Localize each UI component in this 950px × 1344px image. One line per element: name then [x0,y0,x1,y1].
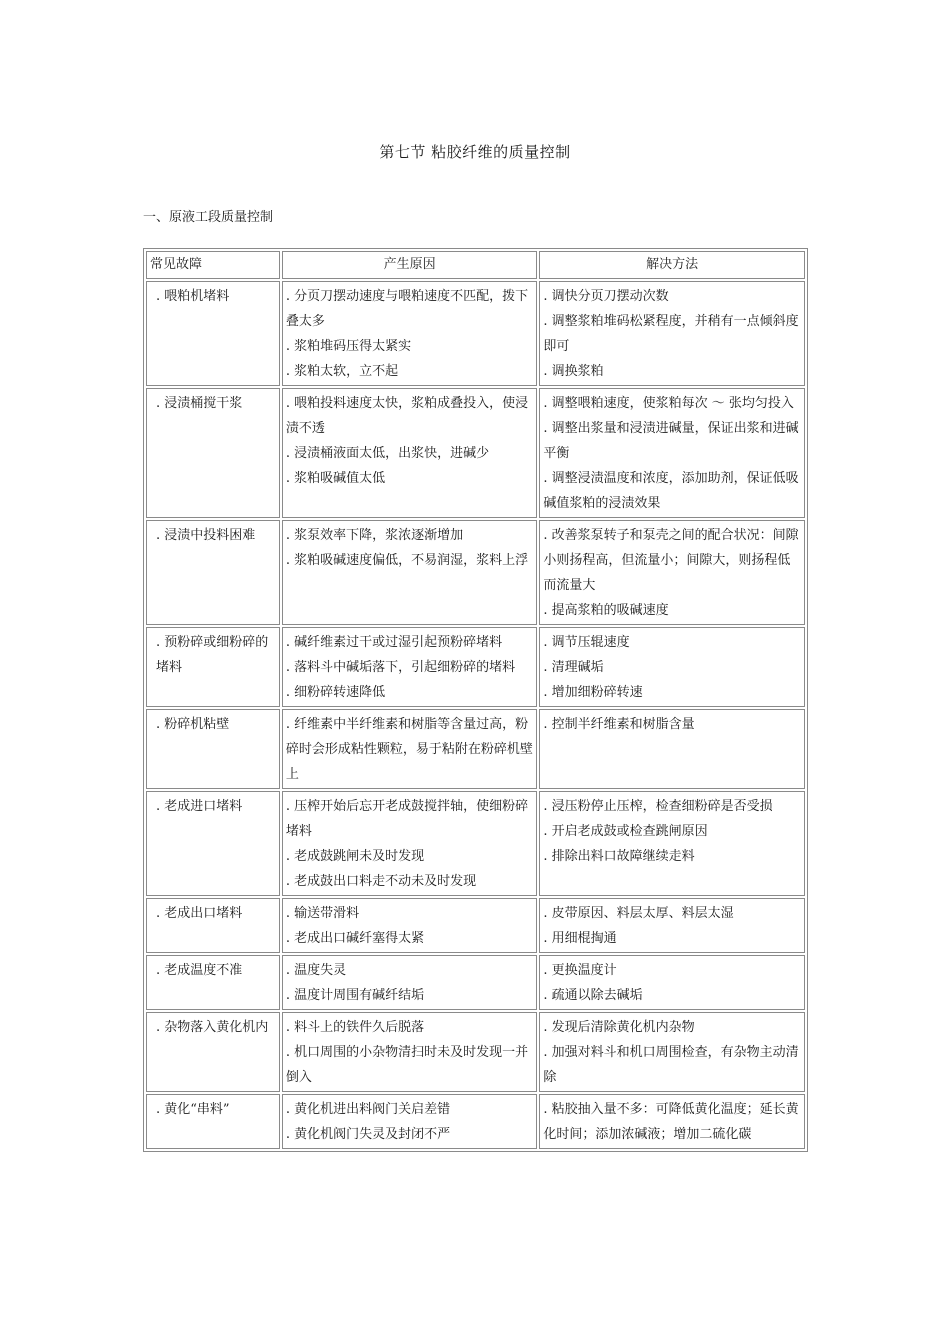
solution-cell [539,627,805,707]
cause-item: . 浆粕吸碱速度偏低，不易润湿，浆料上浮 [285,553,529,568]
solution-item: . 浸压粉停止压榨，检查细粉碎是否受损 [543,799,773,814]
solution-item: . 开启老成鼓或检查跳闸原因 [543,824,708,839]
cause-item: . 温度失灵 [285,963,347,978]
fault-cell [146,791,280,896]
fault-text: . 预粉碎或细粉碎的堵料 [156,635,269,675]
table-row [146,520,805,625]
cause-cell [282,388,538,518]
cause-cell [282,898,538,953]
cause-cell [282,520,538,625]
solution-cell [539,791,805,896]
solution-cell [539,388,805,518]
solution-item: . 调换浆粕 [543,364,604,379]
fault-cell [146,1094,280,1149]
solution-item: . 控制半纤维素和树脂含量 [543,717,695,732]
cause-item: . 老成出口碱纤塞得太紧 [285,931,425,946]
table-row [146,627,805,707]
solution-cell [539,709,805,789]
fault-text: . 杂物落入黄化机内 [156,1020,269,1035]
cause-item: . 老成鼓出口料走不动未及时发现 [285,874,477,889]
solution-item: . 疏通以除去碱垢 [543,988,643,1003]
table-body [146,281,805,1149]
cause-item: . 落料斗中碱垢落下，引起细粉碎的堵料 [285,660,516,675]
solution-item: . 皮带原因、料层太厚、料层太湿 [543,906,734,921]
table-row [146,898,805,953]
solution-item: . 调整喂粕速度，使浆粕每次 ～ 张均匀投入 [543,396,794,411]
fault-cell [146,388,280,518]
fault-text: . 浸渍中投料困难 [156,528,256,543]
cause-item: . 温度计周围有碱纤结垢 [285,988,425,1003]
fault-text: . 黄化“串料” [156,1102,230,1117]
solution-cell [539,898,805,953]
fault-text: . 老成出口堵料 [156,906,243,921]
fault-cell [146,898,280,953]
solution-item: . 用细棍掏通 [543,931,617,946]
solution-item: . 调整出浆量和浸渍进碱量，保证出浆和进碱平衡 [543,421,799,461]
header-fault: 常见故障 [146,251,280,279]
cause-item: . 料斗上的铁件久后脱落 [285,1020,425,1035]
cause-item: . 黄化机阀门失灵及封闭不严 [285,1127,451,1142]
cause-item: . 纤维素中半纤维素和树脂等含量过高，粉碎时会形成粘性颗粒，易于粘附在粉碎机壁上 [285,717,533,782]
cause-cell [282,627,538,707]
solution-item: . 清理碱垢 [543,660,604,675]
fault-text: . 老成温度不准 [156,963,243,978]
header-cause: 产生原因 [282,251,538,279]
cause-item: . 细粉碎转速降低 [285,685,386,700]
header-solution: 解决方法 [539,251,805,279]
solution-cell [539,520,805,625]
table-row [146,709,805,789]
fault-cell [146,281,280,386]
page-title: 第七节 粘胶纤维的质量控制 [379,143,571,161]
cause-cell [282,955,538,1010]
solution-cell [539,955,805,1010]
fault-cell [146,1012,280,1092]
table-row [146,1012,805,1092]
solution-item: . 调快分页刀摆动次数 [543,289,669,304]
fault-text: . 老成进口堵料 [156,799,243,814]
solution-cell [539,1094,805,1149]
cause-item: . 浆粕太软，立不起 [285,364,399,379]
cause-cell [282,281,538,386]
solution-item: . 调整浸渍温度和浓度，添加助剂，保证低吸碱值浆粕的浸渍效果 [543,471,799,511]
table-header-row [146,251,805,279]
fault-cell [146,955,280,1010]
table-row [146,1094,805,1149]
fault-text: . 喂粕机堵料 [156,289,230,304]
fault-table [143,248,808,1152]
fault-text: . 粉碎机粘壁 [156,717,230,732]
cause-item: . 碱纤维素过干或过湿引起预粉碎堵料 [285,635,503,650]
cause-item: . 黄化机进出料阀门关启差错 [285,1102,451,1117]
fault-cell [146,520,280,625]
section-heading: 一、原液工段质量控制 [143,210,274,225]
solution-item: . 增加细粉碎转速 [543,685,643,700]
table-row [146,281,805,386]
solution-item: . 改善浆泵转子和泵壳之间的配合状况：间隙小则扬程高，但流量小；间隙大，则扬程低而流量大 [543,528,799,593]
cause-cell [282,791,538,896]
cause-item: . 输送带滑料 [285,906,360,921]
solution-item: . 调整浆粕堆码松紧程度，并稍有一点倾斜度即可 [543,314,799,354]
cause-item: . 浆泵效率下降，浆浓逐渐增加 [285,528,464,543]
solution-item: . 粘胶抽入量不多：可降低黄化温度；延长黄化时间；添加浓碱液；增加二硫化碳 [543,1102,799,1142]
fault-cell [146,709,280,789]
cause-item: . 老成鼓跳闸未及时发现 [285,849,425,864]
cause-cell [282,1012,538,1092]
solution-item: . 加强对料斗和机口周围检查，有杂物主动清除 [543,1045,799,1085]
table-row [146,955,805,1010]
table-row [146,388,805,518]
solution-item: . 排除出料口故障继续走料 [543,849,695,864]
cause-item: . 机口周围的小杂物清扫时未及时发现一并倒入 [285,1045,529,1085]
table-row [146,791,805,896]
cause-cell [282,709,538,789]
cause-item: . 分页刀摆动速度与喂粕速度不匹配，拨下叠太多 [285,289,529,329]
cause-cell [282,1094,538,1149]
solution-item: . 提高浆粕的吸碱速度 [543,603,669,618]
solution-cell [539,281,805,386]
cause-item: . 浆粕堆码压得太紧实 [285,339,412,354]
solution-item: . 调节压辊速度 [543,635,630,650]
solution-item: . 发现后清除黄化机内杂物 [543,1020,695,1035]
cause-item: . 浸渍桶液面太低，出浆快，进碱少 [285,446,490,461]
cause-item: . 压榨开始后忘开老成鼓搅拌轴，使细粉碎堵料 [285,799,529,839]
cause-item: . 浆粕吸碱值太低 [285,471,386,486]
cause-item: . 喂粕投料速度太快，浆粕成叠投入，使浸渍不透 [285,396,529,436]
fault-text: . 浸渍桶搅干浆 [156,396,243,411]
fault-cell [146,627,280,707]
solution-cell [539,1012,805,1092]
solution-item: . 更换温度计 [543,963,617,978]
